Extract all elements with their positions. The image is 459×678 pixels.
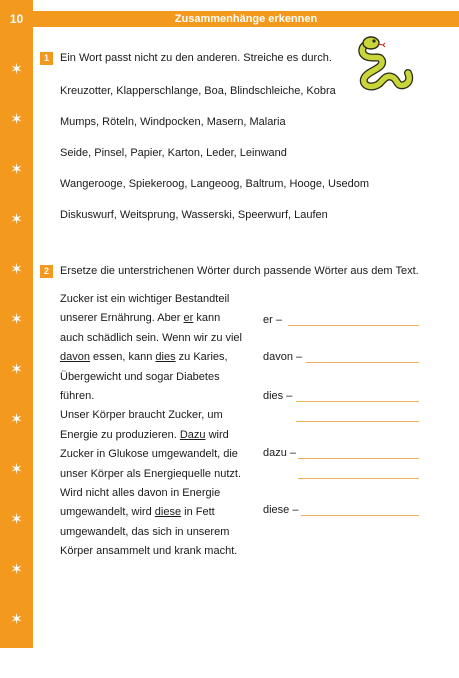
- task-2-number: 2: [40, 265, 53, 278]
- sidebar-star-icon: ✶: [10, 361, 23, 378]
- sidebar-star-icon: ✶: [10, 61, 23, 78]
- snake-icon: [356, 35, 414, 93]
- task-1-instruction: Ein Wort passt nicht zu den anderen. Streiche es durch.: [60, 52, 332, 64]
- text-line: [60, 309, 242, 328]
- text-segment: führen.: [60, 390, 95, 403]
- underlined-word: er: [183, 312, 194, 325]
- answer-label-diese: diese –: [263, 504, 299, 516]
- word-row-1: Kreuzotter, Klapperschlange, Boa, Blindschleiche, Kobra: [60, 85, 336, 97]
- text-segment: Zucker ist ein wichtiger Bestandteil: [60, 293, 230, 305]
- answer-label-dies: dies –: [263, 390, 293, 402]
- sidebar-star-icon: ✶: [10, 511, 23, 528]
- sidebar-star-icon: ✶: [10, 661, 23, 678]
- sidebar-star-icon: ✶: [10, 161, 23, 178]
- text-segment: essen, kann: [89, 351, 156, 364]
- answer-line-dazu-1[interactable]: [298, 458, 419, 459]
- text-line: [60, 426, 242, 445]
- text-segment: Energie zu produzieren.: [60, 428, 180, 441]
- text-line: [60, 523, 242, 542]
- text-line: [60, 445, 242, 464]
- underlined-word: dies: [155, 351, 176, 364]
- text-line: [60, 290, 242, 309]
- task-2-instruction: Ersetze die unterstrichenen Wörter durch passende Wörter aus dem Text.: [60, 265, 419, 277]
- text-line: [60, 484, 242, 503]
- word-row-4: Wangerooge, Spiekeroog, Langeoog, Baltrum, Hooge, Usedom: [60, 178, 370, 190]
- answer-label-dazu: dazu –: [263, 447, 297, 459]
- text-segment: unserer Ernährung. Aber: [60, 312, 184, 325]
- sidebar-star-icon: ✶: [10, 311, 23, 328]
- text-line: [60, 542, 242, 561]
- text-line: [60, 348, 242, 367]
- page-number: 10: [9, 12, 24, 26]
- text-line: [60, 329, 242, 348]
- sidebar-star-icon: ✶: [10, 461, 23, 478]
- page-title: Zusammenhänge erkennen: [33, 11, 459, 27]
- text-segment: auch schädlich sein. Wenn wir zu viel: [60, 331, 242, 344]
- sidebar-star-icon: ✶: [10, 111, 23, 128]
- text-segment: umgewandelt, das sich in unserem: [60, 525, 230, 538]
- text-line: [60, 387, 242, 406]
- answer-line-dazu-2[interactable]: [298, 478, 419, 479]
- sidebar-star-icon: ✶: [10, 611, 23, 628]
- text-segment: unser Körper als Energiequelle nutzt.: [60, 467, 241, 480]
- text-segment: Wird nicht alles davon in Energie: [60, 487, 221, 500]
- word-row-5: Diskuswurf, Weitsprung, Wasserski, Speerwurf, Laufen: [60, 209, 328, 221]
- text-line: [60, 465, 242, 484]
- text-segment: Übergewicht und sogar Diabetes: [60, 370, 220, 383]
- text-segment: in Fett: [181, 506, 215, 519]
- word-row-2: Mumps, Röteln, Windpocken, Masern, Malaria: [60, 116, 286, 128]
- word-row-3: Seide, Pinsel, Papier, Karton, Leder, Leinwand: [60, 147, 287, 159]
- sidebar-star-icon: ✶: [10, 211, 23, 228]
- sidebar-star-icon: ✶: [10, 561, 23, 578]
- answer-line-davon[interactable]: [306, 362, 419, 363]
- sidebar-star-icon: ✶: [10, 411, 23, 428]
- text-segment: Zucker in Glukose umgewandelt, die: [60, 448, 238, 461]
- answer-label-er: er –: [263, 314, 282, 326]
- text-line: [60, 406, 242, 425]
- text-segment: umgewandelt, wird: [60, 506, 155, 519]
- underlined-word: davon: [60, 351, 90, 364]
- answer-label-davon: davon –: [263, 351, 303, 363]
- sidebar: [0, 0, 33, 678]
- sidebar-star-icon: ✶: [10, 261, 23, 278]
- answer-line-dies-1[interactable]: [296, 401, 419, 402]
- text-line: [60, 368, 242, 387]
- text-segment: zu Karies,: [175, 351, 228, 364]
- text-line: [60, 503, 242, 522]
- text-segment: Unser Körper braucht Zucker, um: [60, 409, 223, 422]
- underlined-word: Dazu: [179, 428, 206, 441]
- text-segment: wird: [205, 428, 229, 441]
- text-segment: kann: [193, 312, 221, 325]
- answer-line-diese[interactable]: [301, 515, 419, 516]
- answer-line-er[interactable]: [288, 325, 419, 326]
- text-segment: Körper ansammelt und krank macht.: [60, 545, 238, 558]
- task-1-number: 1: [40, 52, 53, 65]
- answer-line-dies-2[interactable]: [296, 421, 419, 422]
- reading-text: [60, 290, 242, 562]
- underlined-word: diese: [154, 506, 182, 519]
